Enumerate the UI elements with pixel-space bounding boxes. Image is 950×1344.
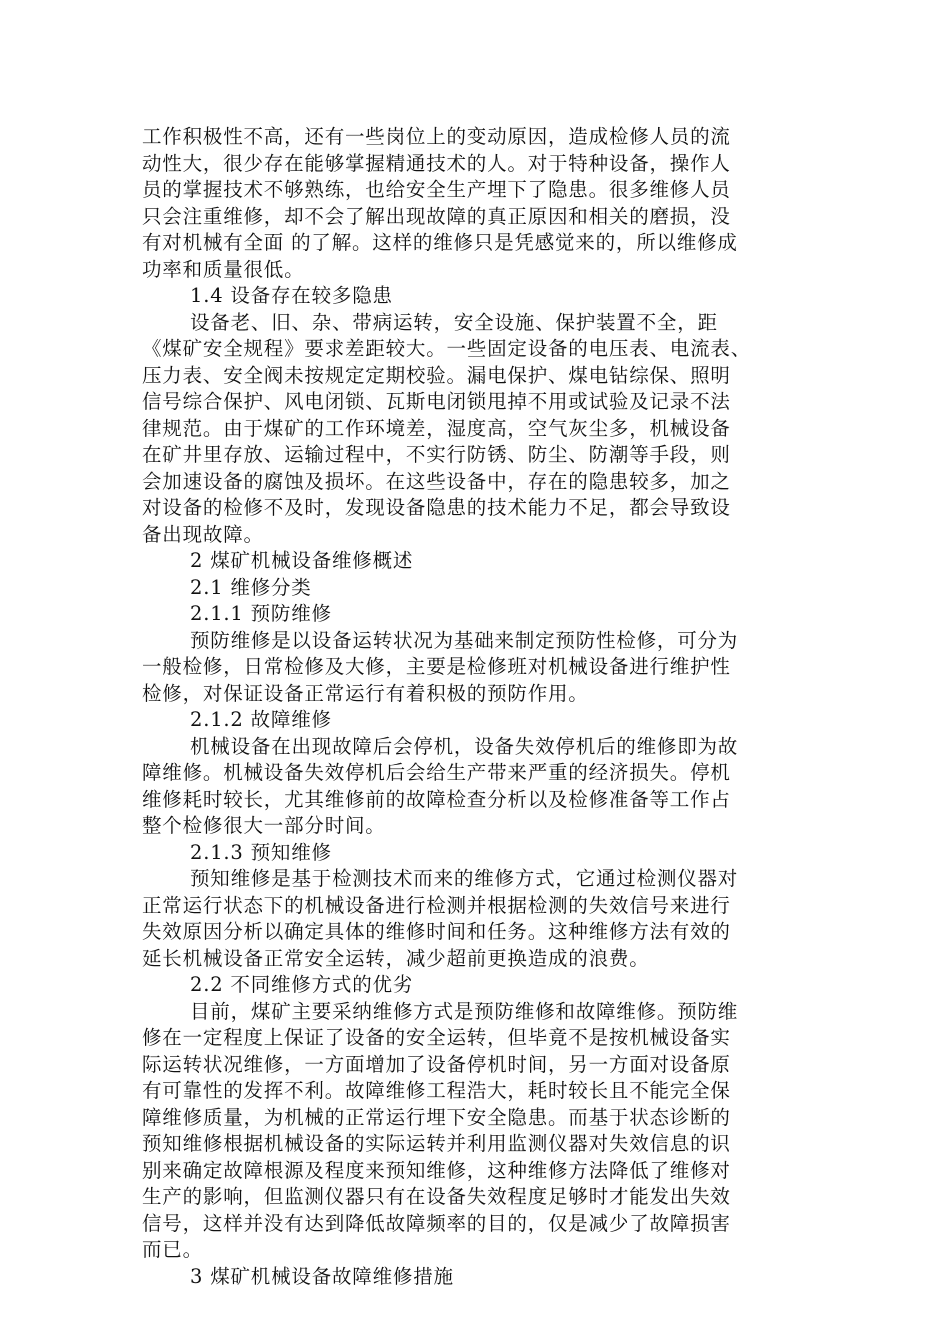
paragraph-line: 律规范。由于煤矿的工作环境差，湿度高，空气灰尘多，机械设备 [142,416,731,440]
paragraph-line-indented: 2.1.1 预防维修 [190,602,332,625]
paragraph-line-indented: 2.1 维修分类 [190,575,312,599]
paragraph-line: 维修耗时较长，尤其维修前的故障检查分析以及检修准备等工作占 [142,787,731,811]
paragraph-line: 整个检修很大一部分时间。 [142,814,386,837]
paragraph-line-indented: 预知维修是基于检测技术而来的维修方式，它通过检测仪器对 [190,867,739,890]
paragraph-line: 障维修。机械设备失效停机后会给生产带来严重的经济损失。停机 [142,761,731,784]
paragraph-line-indented: 2.1.2 故障维修 [190,708,332,731]
paragraph-line: 正常运行状态下的机械设备进行检测并根据检测的失效信号来进行 [142,893,731,917]
paragraph-line: 一般检修，日常检修及大修，主要是检修班对机械设备进行维护性 [142,655,731,678]
paragraph-line: 备出现故障。 [142,522,264,546]
paragraph-line: 信号综合保护、风电闭锁、瓦斯电闭锁甩掉不用或试验及记录不法 [142,390,731,413]
paragraph-line-indented: 目前，煤矿主要采纳维修方式是预防维修和故障维修。预防维 [190,999,739,1023]
paragraph-line: 别来确定故障根源及程度来预知维修，这种维修方法降低了维修对 [142,1158,731,1182]
paragraph-line: 功率和质量很低。 [142,257,305,281]
paragraph-line: 压力表、安全阀未按规定定期校验。漏电保护、煤电钻综保、照明 [142,363,731,387]
paragraph-line: 有可靠性的发挥不利。故障维修工程浩大，耗时较长且不能完全保 [142,1079,731,1102]
paragraph-line-indented: 3 煤矿机械设备故障维修措施 [190,1264,454,1288]
paragraph-line: 障维修质量，为机械的正常运行埋下安全隐患。而基于状态诊断的 [142,1105,731,1129]
document-body [142,124,822,1290]
paragraph-line: 修在一定程度上保证了设备的安全运转，但毕竟不是按机械设备实 [142,1026,731,1049]
paragraph-line: 际运转状况维修，一方面增加了设备停机时间，另一方面对设备原 [142,1052,731,1076]
paragraph-line: 而已。 [142,1238,203,1261]
paragraph-line: 对设备的检修不及时，发现设备隐患的技术能力不足，都会导致设 [142,496,731,519]
paragraph-line: 员的掌握技术不够熟练，也给安全生产埋下了隐患。很多维修人员 [142,178,731,201]
paragraph-line: 《煤矿安全规程》要求差距较大。一些固定设备的电压表、电流表、 [142,337,752,360]
paragraph-line: 检修，对保证设备正常运行有着积极的预防作用。 [142,681,589,705]
paragraph-line: 生产的影响，但监测仪器只有在设备失效程度足够时才能发出失效 [142,1185,731,1208]
paragraph-line-indented: 设备老、旧、杂、带病运转，安全设施、保护装置不全，距 [190,310,718,334]
paragraph-line: 预知维修根据机械设备的实际运转并利用监测仪器对失效信息的识 [142,1132,731,1155]
paragraph-line-indented: 2.1.3 预知维修 [190,840,332,864]
paragraph-line: 会加速设备的腐蚀及损坏。在这些设备中，存在的隐患较多，加之 [142,469,731,493]
paragraph-line: 工作积极性不高，还有一些岗位上的变动原因，造成检修人员的流 [142,125,731,148]
paragraph-line-indented: 2 煤矿机械设备维修概述 [190,549,414,572]
paragraph-line: 在矿井里存放、运输过程中，不实行防锈、防尘、防潮等手段，则 [142,443,731,466]
paragraph-line-indented: 预防维修是以设备运转状况为基础来制定预防性检修，可分为 [190,628,739,652]
paragraph-line-indented: 1.4 设备存在较多隐患 [190,284,393,307]
paragraph-line-indented: 机械设备在出现故障后会停机，设备失效停机后的维修即为故 [190,734,739,758]
paragraph-line: 失效原因分析以确定具体的维修时间和任务。这种维修方法有效的 [142,920,731,943]
paragraph-line: 延长机械设备正常安全运转，减少超前更换造成的浪费。 [142,946,650,970]
paragraph-line-indented: 2.2 不同维修方式的优劣 [190,973,414,996]
paragraph-line: 有对机械有全面 的了解。这样的维修只是凭感觉来的，所以维修成 [142,231,738,254]
paragraph-line: 只会注重维修，却不会了解出现故障的真正原因和相关的磨损，没 [142,204,731,228]
paragraph-line: 信号，这样并没有达到降低故障频率的目的，仅是减少了故障损害 [142,1211,731,1235]
paragraph-line: 动性大，很少存在能够掌握精通技术的人。对于特种设备，操作人 [142,151,731,175]
